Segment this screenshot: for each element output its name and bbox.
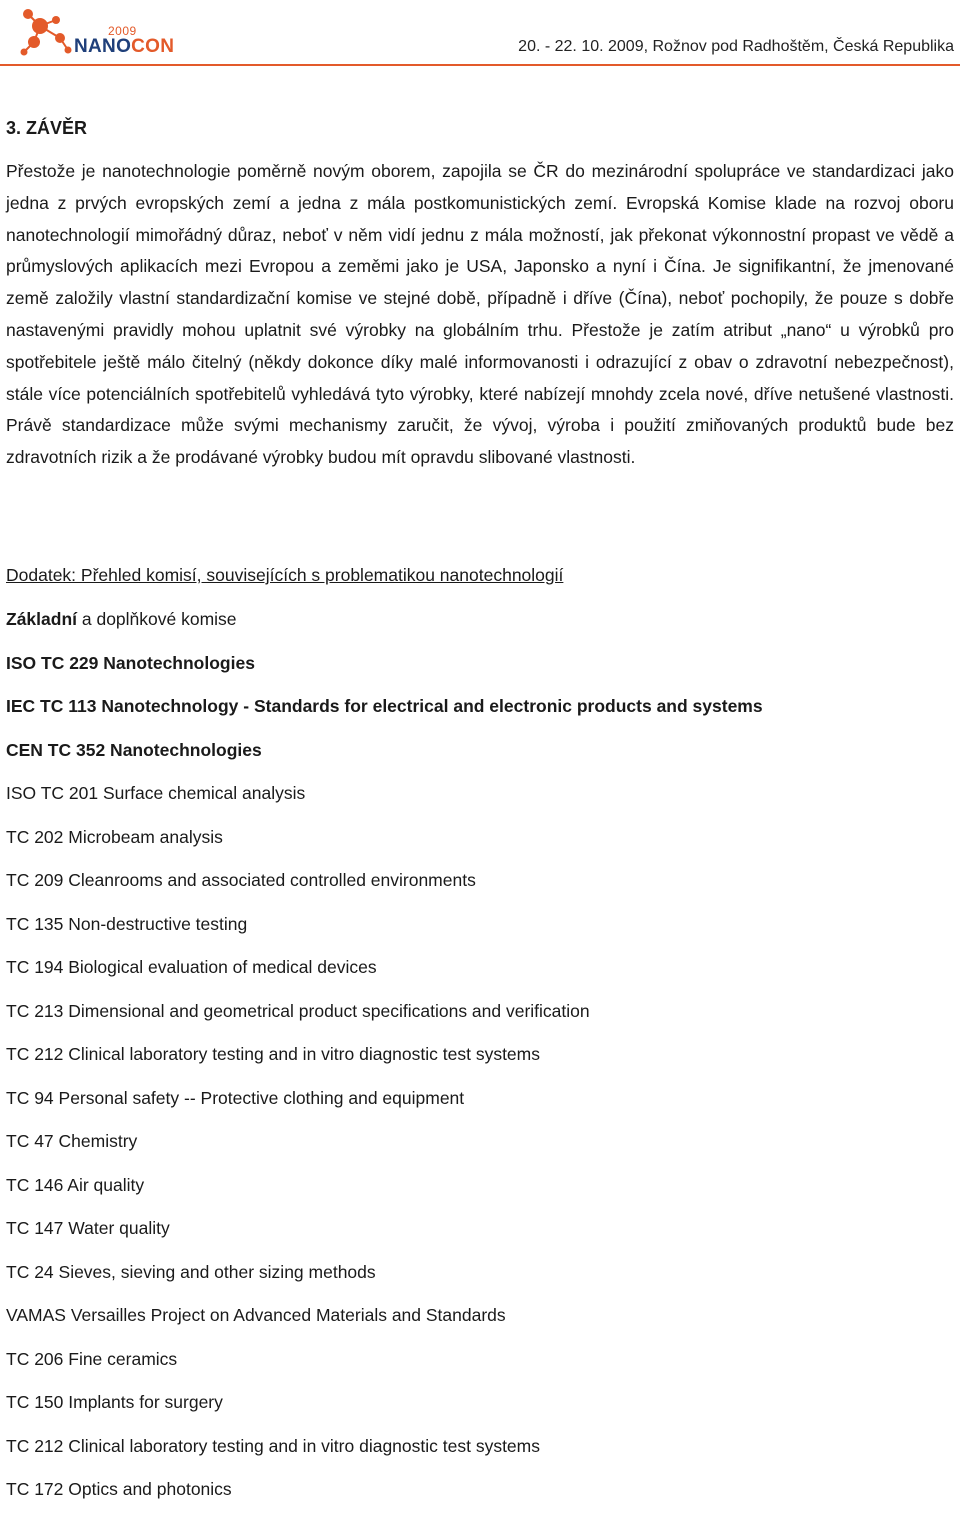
committee-item: ISO TC 201 Surface chemical analysis (6, 783, 306, 803)
section-title: 3. ZÁVĚR (6, 118, 88, 138)
committee-item: VAMAS Versailles Project on Advanced Materials and Standards (6, 1305, 506, 1325)
committee-item: TC 135 Non-destructive testing (6, 913, 248, 934)
logo-year: 2009 (108, 24, 137, 38)
committee-item: TC 202 Microbeam analysis (6, 826, 223, 847)
committee-item: TC 212 Clinical laboratory testing and in vitro diagnostic test systems (6, 1435, 540, 1456)
header-divider (0, 64, 960, 66)
logo-wordmark-con: CON (131, 36, 175, 57)
committee-list (6, 608, 763, 1522)
committee-item: TC 24 Sieves, sieving and other sizing methods (6, 1261, 376, 1282)
committee-item: TC 94 Personal safety -- Protective clothing and equipment (6, 1087, 465, 1108)
logo-wordmark (74, 36, 174, 58)
committee-item: TC 212 Clinical laboratory testing and in vitro diagnostic test systems (6, 1044, 540, 1064)
committee-item: TC 147 Water quality (6, 1218, 170, 1238)
core-committee-item: CEN TC 352 Nanotechnologies (6, 739, 262, 760)
committee-item: TC 47 Chemistry (6, 1131, 138, 1151)
committee-item: TC 194 Biological evaluation of medical devices (6, 957, 377, 977)
appendix-title: Dodatek: Přehled komisí, souvisejících s problematikou nanotechnologií (6, 565, 564, 585)
committee-item: TC 150 Implants for surgery (6, 1392, 223, 1412)
committee-item: TC 172 Optics and photonics (6, 1479, 232, 1499)
event-info: 20. - 22. 10. 2009, Rožnov pod Radhoštěm, Česká Republika (518, 38, 954, 55)
logo-wordmark-nano: NANO (74, 36, 132, 57)
subtitle-bold: Základní (6, 609, 77, 629)
committee-item: TC 206 Fine ceramics (6, 1348, 178, 1369)
core-committee-item: ISO TC 229 Nanotechnologies (6, 652, 255, 673)
committee-subtitle (6, 608, 763, 652)
committee-item: TC 146 Air quality (6, 1174, 145, 1195)
core-committee-item: IEC TC 113 Nanotechnology - Standards for electrical and electronic products and systems (6, 696, 763, 716)
page-header (0, 0, 960, 66)
conclusion-paragraph: Přestože je nanotechnologie poměrně novým oborem, zapojila se ČR do mezinárodní spolupráce ve standardizaci jako jedna z prvých evropských zemí a jedna z mála postkomunistických zemí. Evropská Komise klade na rozvoj oboru nanotechnologií mimořádný důraz, neboť v něm vidí jednu z mála možností, jak překonat výkonnostní propast ve vědě a průmyslových aplikacích mezi Evropou a zeměmi jako je USA, Japonsko a nyní i Čína. Je signifikantní, že jmenované země založily vlastní standardizační komise ve stejné době, případně i dříve (Čína), neboť pochopily, že pouze s dobře nastavenými pravidly mohou uplatnit své výrobky na globálním trhu. Přestože je zatím atribut „nano“ u výrobků pro spotřebitele ještě málo čitelný (někdy dokonce díky malé informovanosti i odrazující z obav o zdravotní nebezpečnost), stále více potenciálních spotřebitelů vyhledává tyto výrobky, které nabízejí mnohdy zcela nové, dříve netušené vlastnosti. Právě standardizace může svými mechanismy zaručit, že vývoj, výroba i použití zmiňovaných produktů bude bez zdravotních rizik a že prodávané výrobky budou mít opravdu slibované vlastnosti. (6, 161, 954, 468)
committee-item: TC 213 Dimensional and geometrical product specifications and verification (6, 1000, 590, 1021)
subtitle-rest: a doplňkové komise (77, 609, 237, 629)
committee-item: TC 209 Cleanrooms and associated controlled environments (6, 870, 476, 890)
